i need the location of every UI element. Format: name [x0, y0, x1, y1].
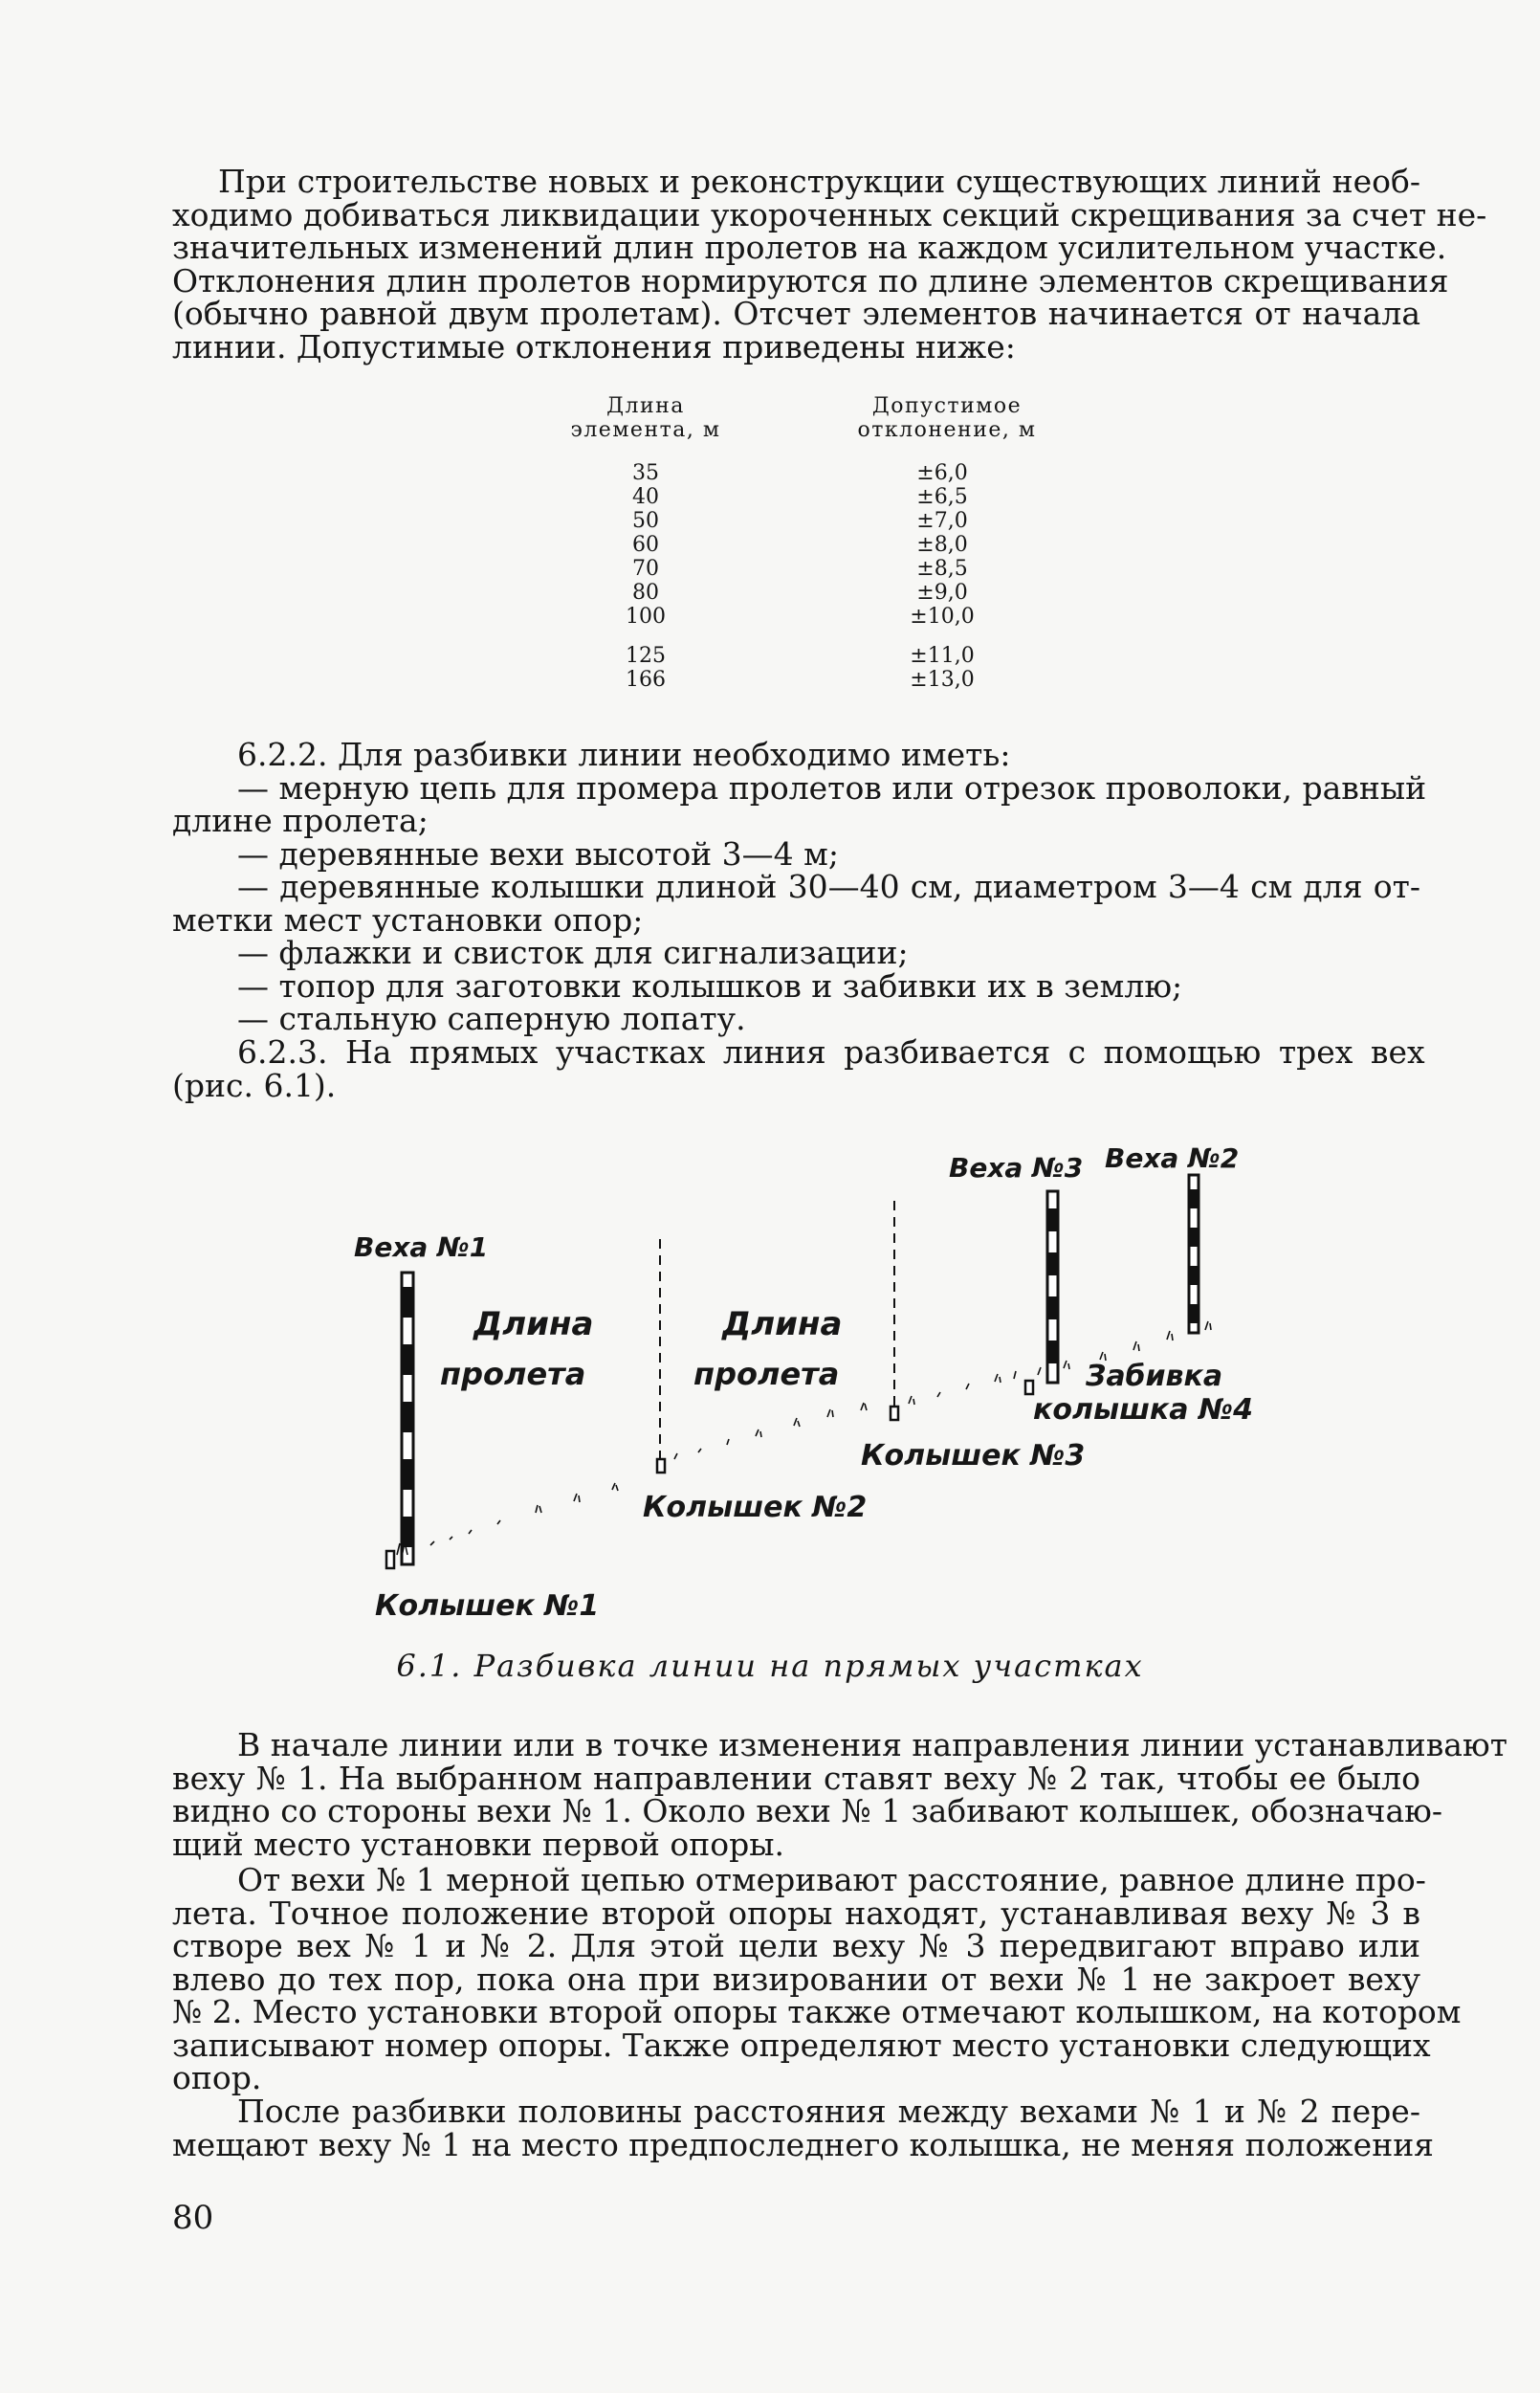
table-cell: 70 — [632, 557, 659, 581]
section-623-line2: (рис. 6.1). — [172, 1066, 337, 1104]
body-paragraph-1 — [172, 1726, 1507, 1863]
pole-2 — [1189, 1175, 1199, 1333]
section-623 — [172, 1033, 1425, 1104]
intro-line: значительных изменений длин пролетов на каждом усилительном участке. — [172, 229, 1447, 266]
table-cell: ±6,0 — [916, 461, 968, 485]
table-cell: 166 — [626, 668, 666, 692]
list-item: — флажки и свисток для сигнализации; — [237, 934, 909, 971]
table-cell: 125 — [626, 644, 666, 668]
stake-4 — [1025, 1381, 1033, 1394]
body-line: После разбивки половины расстояния между вехами № 1 и № 2 пере- — [237, 2093, 1420, 2130]
table-cell: ±8,0 — [916, 533, 968, 557]
section-622-title: 6.2.2. Для разбивки линии необходимо иметь: — [237, 736, 1011, 773]
label-stake-3: Колышек №3 — [861, 1439, 1086, 1473]
label-pole-3: Веха №3 — [949, 1152, 1084, 1184]
table-cell: ±10,0 — [910, 605, 975, 629]
table-header-deviation-line1: Допустимое — [871, 394, 1023, 418]
stake-3 — [891, 1407, 898, 1420]
figure-line-staking — [344, 1134, 1263, 1641]
body-line: створе вех № 1 и № 2. Для этой цели веху № 3 передвигают вправо или — [172, 1927, 1420, 1964]
table-header-length-line1: Длина — [606, 394, 685, 418]
table-header-deviation — [823, 394, 1071, 442]
label-pole-1: Веха №1 — [354, 1231, 489, 1263]
body-line: видно со стороны вехи № 1. Около вехи № 1 забивают колышек, обозначаю- — [172, 1792, 1443, 1829]
body-line: опор. — [172, 2059, 262, 2096]
table-header-length — [536, 394, 756, 442]
body-line: веху № 1. На выбранном направлении ставят веху № 2 так, чтобы ее было — [172, 1759, 1420, 1797]
pole-1 — [402, 1273, 413, 1564]
list-item: — мерную цепь для промера пролетов или отрезок проволоки, равный — [237, 768, 1427, 807]
body-line: щий место установки первой опоры. — [172, 1825, 785, 1863]
section-622 — [172, 736, 1427, 1037]
intro-line: При строительстве новых и реконструкции существующих линий необ- — [218, 163, 1420, 200]
table-cell: ±9,0 — [916, 581, 968, 605]
table-cell: 50 — [632, 509, 659, 533]
body-line: мещают веху № 1 на место предпоследнего колышка, не меняя положения — [172, 2125, 1435, 2163]
label-pole-2: Веха №2 — [1105, 1142, 1240, 1174]
intro-paragraph — [172, 163, 1487, 366]
table-cell: ±8,5 — [916, 557, 968, 581]
table-column-deviation — [890, 461, 995, 692]
figure-caption: 6.1. Разбивка линии на прямых участках — [396, 1648, 1144, 1684]
table-cell: 60 — [632, 533, 659, 557]
table-header-deviation-line2: отклонение, м — [857, 418, 1037, 442]
body-paragraph-3 — [172, 2093, 1435, 2163]
label-span-2-line2: пролета — [693, 1356, 840, 1392]
list-item: — стальную саперную лопату. — [237, 1000, 746, 1037]
label-stake-4-line1: Забивка — [1086, 1360, 1223, 1393]
pole-3 — [1047, 1191, 1058, 1383]
body-paragraph-2 — [172, 1861, 1462, 2096]
stake-1 — [386, 1551, 394, 1568]
body-line: № 2. Место установки второй опоры также отмечают колышком, на котором — [172, 1993, 1462, 2030]
table-cell: 40 — [632, 485, 659, 509]
section-623-line1: 6.2.3. На прямых участках линия разбивается с помощью трех вех — [237, 1033, 1425, 1071]
table-cell: ±6,5 — [916, 485, 968, 509]
list-item: — деревянные вехи высотой 3—4 м; — [237, 834, 839, 873]
list-item: — деревянные колышки длиной 30—40 см, диаметром 3—4 см для от- — [237, 868, 1420, 905]
list-item-cont: метки мест установки опор; — [172, 900, 644, 939]
table-cell: 100 — [626, 605, 666, 629]
table-cell: ±11,0 — [910, 644, 975, 668]
table-cell: 35 — [632, 461, 659, 485]
label-stake-2: Колышек №2 — [643, 1491, 868, 1524]
list-item-cont: длине пролета; — [172, 802, 429, 839]
table-header-length-line2: элемента, м — [570, 418, 721, 442]
label-span-1-line1: Длина — [473, 1305, 594, 1343]
intro-line: линии. Допустимые отклонения приведены ниже: — [172, 327, 1016, 366]
table-cell: ±13,0 — [910, 668, 975, 692]
body-line: От вехи № 1 мерной цепью отмеривают расстояние, равное длине про- — [237, 1861, 1426, 1898]
intro-line: (обычно равной двум пролетам). Отсчет элементов начинается от начала — [172, 295, 1420, 332]
label-span-2-line1: Длина — [722, 1305, 843, 1343]
label-stake-1: Колышек №1 — [375, 1589, 600, 1623]
label-stake-4-line2: колышка №4 — [1033, 1393, 1253, 1427]
table-column-length — [622, 461, 670, 692]
label-span-1-line2: пролета — [440, 1356, 586, 1392]
intro-line: Отклонения длин пролетов нормируются по длине элементов скрещивания — [172, 261, 1449, 299]
body-line: В начале линии или в точке изменения направления линии устанавливают — [237, 1726, 1507, 1763]
intro-line: ходимо добиваться ликвидации укороченных секций скрещивания за счет не- — [172, 195, 1487, 233]
table-cell: ±7,0 — [916, 509, 968, 533]
page-number: 80 — [172, 2199, 214, 2237]
body-line: влево до тех пор, пока она при визировании от вехи № 1 не закроет веху — [172, 1960, 1420, 1998]
table-cell: 80 — [632, 581, 659, 605]
stake-2 — [657, 1459, 665, 1473]
body-line: записывают номер опоры. Также определяют место установки следующих — [172, 2026, 1431, 2064]
body-line: лета. Точное положение второй опоры находят, устанавливая веху № 3 в — [172, 1894, 1420, 1932]
list-item: — топор для заготовки колышков и забивки их в землю; — [237, 966, 1183, 1005]
